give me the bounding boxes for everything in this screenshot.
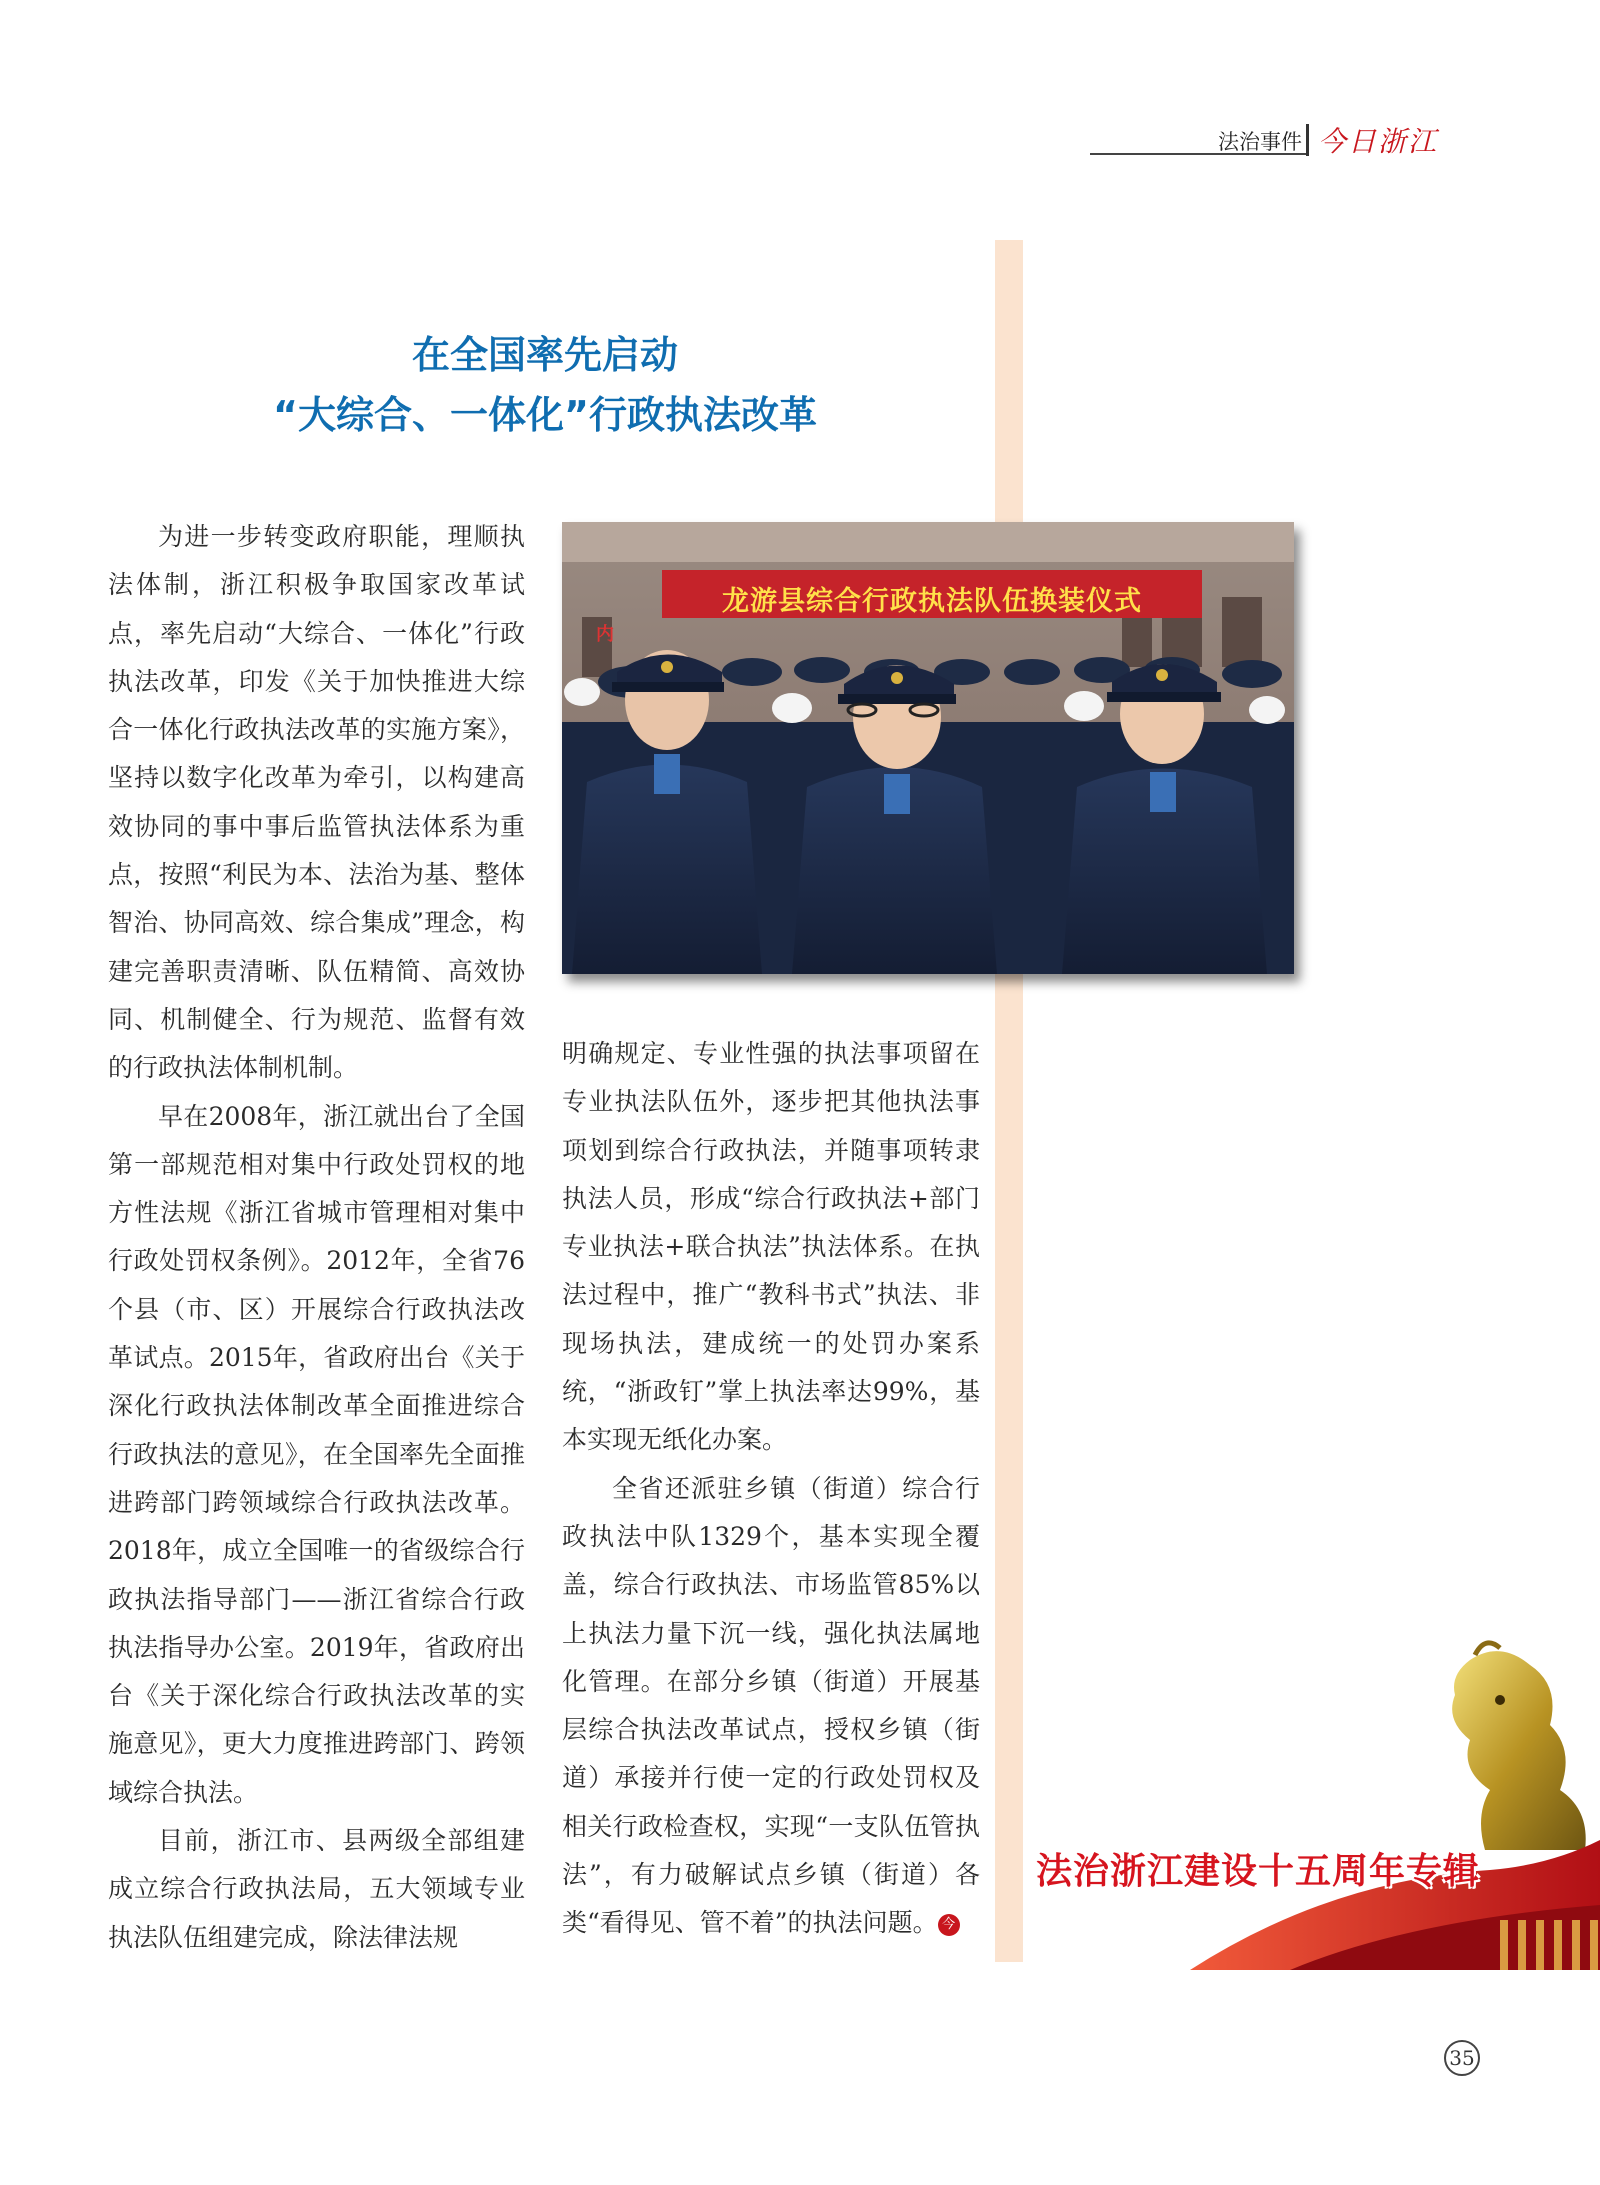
- special-issue-badge-title: 法治浙江建设十五周年专辑: [1036, 1851, 1481, 1892]
- end-of-article-icon: 今: [938, 1914, 960, 1936]
- paragraph: 明确规定、专业性强的执法事项留在专业执法队伍外，逐步把其他执法事项划到综合行政执法，并随事项转隶执法人员，形成“综合行政执法+部门专业执法+联合执法”执法体系。在执法过程中，推广“教科书式”执法、非现场执法，建成统一的处罚办案系统，“浙政钉”掌上执法率达99%，基本实现无纸化办案。: [562, 1039, 980, 1455]
- page-number: 35: [1444, 2040, 1480, 2076]
- photo-sign-text: 内: [596, 624, 614, 645]
- article-title-line-1: 在全国率先启动: [411, 333, 678, 377]
- header-divider: [1306, 124, 1309, 156]
- paragraph: 目前，浙江市、县两级全部组建成立综合行政执法局，五大领域专业执法队伍组建完成，除法律法规: [108, 1826, 525, 1952]
- article-title-line-2: “大综合、一体化”行政执法改革: [273, 393, 817, 437]
- article-column-left: [108, 513, 525, 1962]
- article-title: [180, 325, 910, 445]
- article-column-right: [562, 1030, 980, 1948]
- paragraph: [562, 1465, 980, 1948]
- special-issue-badge-art: [1030, 1640, 1600, 1970]
- decorative-vertical-bar: [995, 240, 1023, 1962]
- header-section-label: 法治事件: [1218, 130, 1302, 154]
- article-photo: [562, 522, 1294, 974]
- photo-banner-text: 龙游县综合行政执法队伍换装仪式: [722, 586, 1142, 617]
- paragraph: 为进一步转变政府职能，理顺执法体制，浙江积极争取国家改革试点，率先启动“大综合、一体化”行政执法改革，印发《关于加快推进大综合一体化行政执法改革的实施方案》，坚持以数字化改革为牵引，以构建高效协同的事中事后监管执法体系为重点，按照“利民为本、法治为基、整体智治、协同高效、综合集成”理念，构建完善职责清晰、队伍精简、高效协同、机制健全、行为规范、监督有效的行政执法体制机制。: [108, 522, 525, 1083]
- magazine-logo: 今日浙江: [1318, 125, 1439, 158]
- paragraph-text: 全省还派驻乡镇（街道）综合行政执法中队1329个，基本实现全覆盖，综合行政执法、市场监管85%以上执法力量下沉一线，强化执法属地化管理。在部分乡镇（街道）开展基层综合执法改革试点，授权乡镇（街道）承接并行使一定的行政处罚权及相关行政检查权，实现“一支队伍管执法”，有力破解试点乡镇（街道）各类“看得见、管不着”的执法问题。: [562, 1473, 980, 1938]
- paragraph: 早在2008年，浙江就出台了全国第一部规范相对集中行政处罚权的地方性法规《浙江省城市管理相对集中行政处罚权条例》。2012年，全省76个县（市、区）开展综合行政执法改革试点。2015年，省政府出台《关于深化行政执法体制改革全面推进综合行政执法的意见》，在全国率先全面推进跨部门跨领域综合行政执法改革。2018年，成立全国唯一的省级综合行政执法指导部门——浙江省综合行政执法指导办公室。2019年，省政府出台《关于深化综合行政执法改革的实施意见》，更大力度推进跨部门、跨领域综合执法。: [108, 1101, 525, 1807]
